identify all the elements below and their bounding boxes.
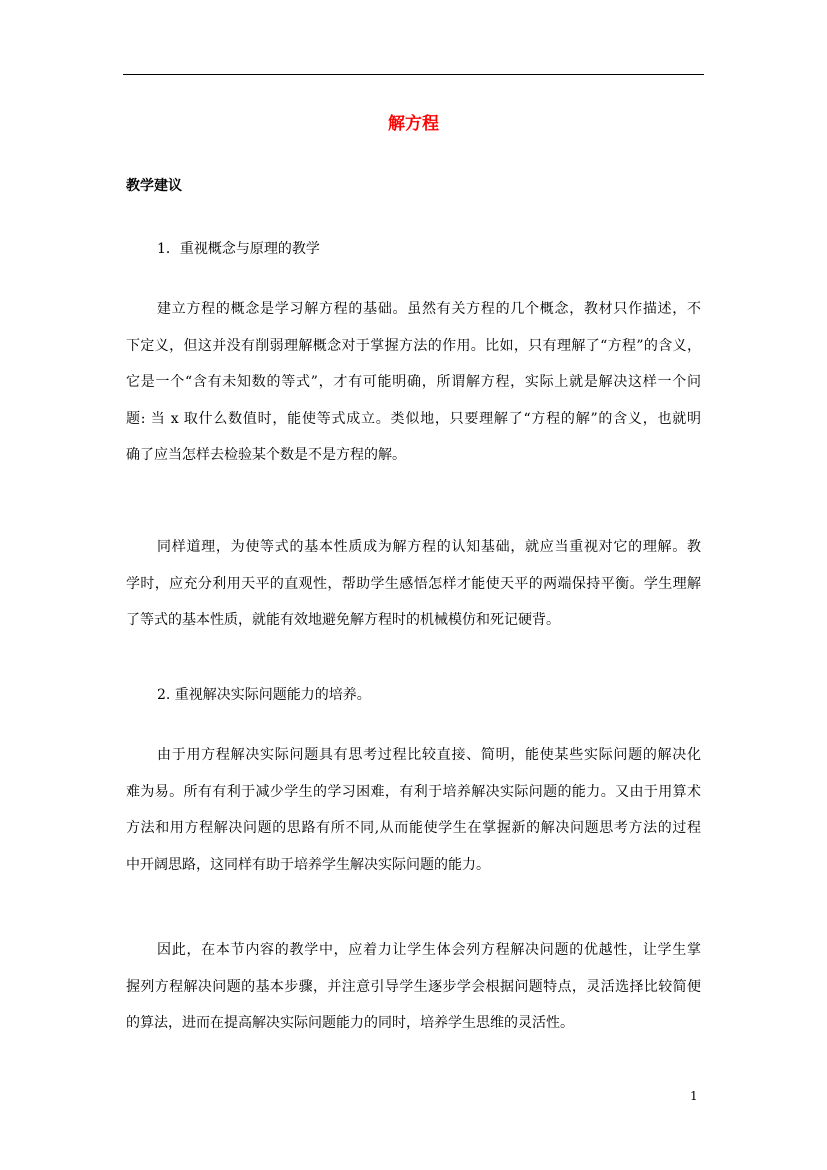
paragraph-line: 它是一个“含有未知数的等式”，才有可能明确，所谓解方程，实际上就是解决这样一个问 [126,374,701,390]
paragraph-line: 由于用方程解决实际问题具有思考过程比较直接、简明，能使某些实际问题的解决化 [157,747,701,763]
paragraph-practical [126,737,701,883]
header-rule [123,74,704,75]
paragraph-line: 学时，应充分利用天平的直观性，帮助学生感悟怎样才能使天平的两端保持平衡。学生理解 [126,575,701,592]
paragraph-line: 方法和用方程解决问题的思路有所不同,从而能使学生在掌握新的解决问题思考方法的过程 [126,820,701,836]
paragraph-line: 建立方程的概念是学习解方程的基础。虽然有关方程的几个概念，教材只作描述，不 [157,301,701,317]
section-heading: 教学建议 [126,178,182,194]
paragraph-concepts [126,291,701,474]
paragraph-line: 难为易。所有有利于减少学生的学习困难，有利于培养解决实际问题的能力。又由于用算术 [126,783,701,800]
paragraph-line: 确了应当怎样去检验某个数是不是方程的解。 [126,447,406,463]
paragraph-line: 下定义，但这并没有削弱理解概念对于掌握方法的作用。比如，只有理解了“方程”的含义， [126,337,701,354]
paragraph-line: 题: 当 x 取什么数值时，能使等式成立。类似地，只要理解了“方程的解”的含义，也就明 [126,410,701,427]
paragraph-line: 的算法，进而在提高解决实际问题能力的同时，培养学生思维的灵活性。 [126,1015,574,1031]
page-number: 1 [690,1089,698,1103]
item-heading-1: 1．重视概念与原理的教学 [157,241,320,257]
paragraph-line: 因此，在本节内容的教学中，应着力让学生体会列方程解决问题的优越性，让学生掌 [157,942,701,958]
paragraph-properties [126,529,701,639]
paragraph-line: 同样道理，为使等式的基本性质成为解方程的认知基础，就应当重视对它的理解。教 [157,539,701,555]
paragraph-conclusion [126,932,701,1042]
item-heading-2: 2. 重视解决实际问题能力的培养。 [157,687,371,703]
paragraph-line: 了等式的基本性质，就能有效地避免解方程时的机械模仿和死记硬背。 [126,612,560,628]
paragraph-line: 中开阔思路，这同样有助于培养学生解决实际问题的能力。 [126,856,490,873]
page-title: 解方程 [388,114,439,134]
paragraph-line: 握列方程解决问题的基本步骤，并注意引导学生逐步学会根据问题特点，灵活选择比较简便 [126,978,701,995]
